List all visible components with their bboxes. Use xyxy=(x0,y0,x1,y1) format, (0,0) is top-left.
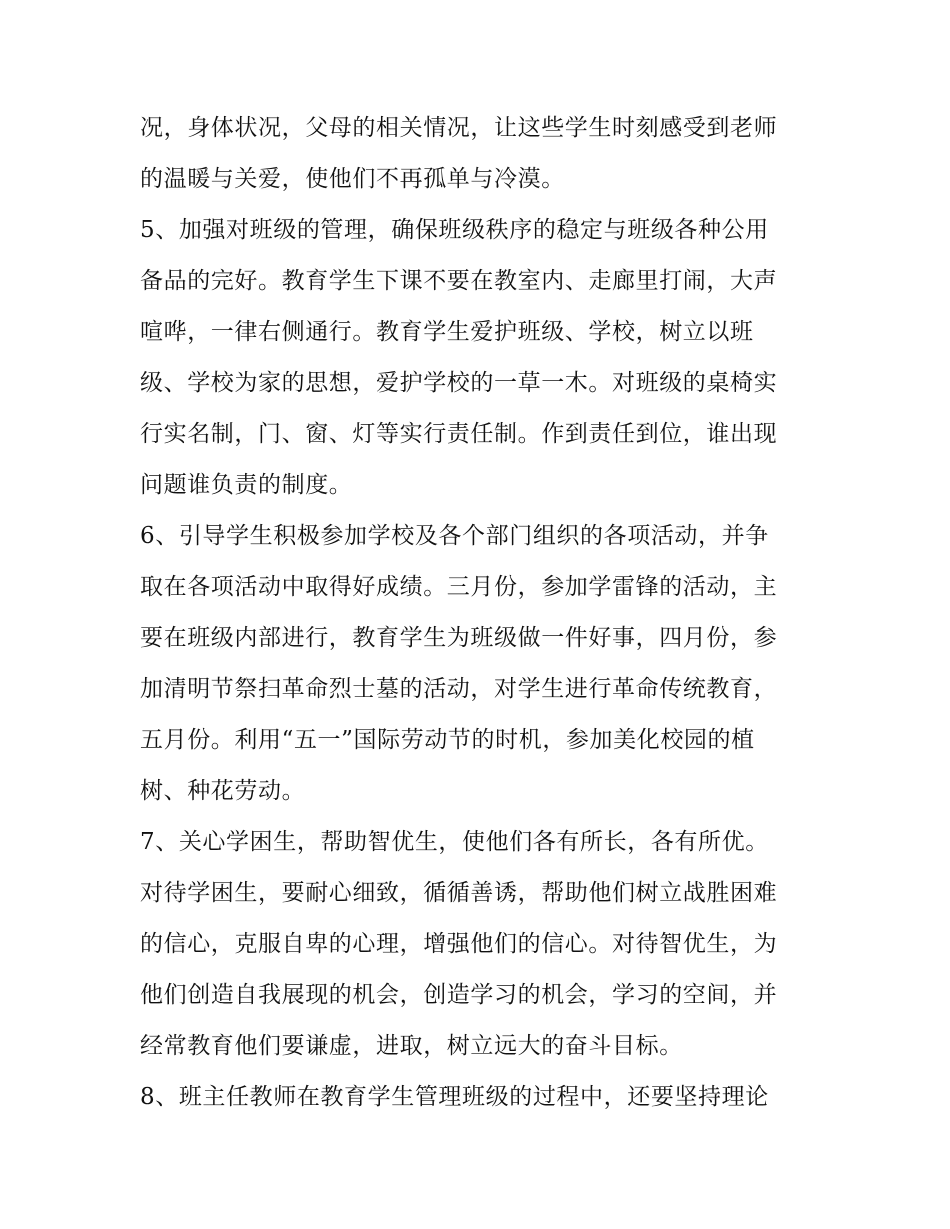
text-line: 五月份。利用“五一”国际劳动节的时机，参加美化校园的植 xyxy=(140,727,755,753)
text-line: 要在班级内部进行，教育学生为班级做一件好事，四月份，参 xyxy=(140,625,778,651)
text-line: 问题谁负责的制度。 xyxy=(140,472,353,498)
text-line: 经常教育他们要谦虚，进取，树立远大的奋斗目标。 xyxy=(140,1033,683,1059)
text-line: 他们创造自我展现的机会，创造学习的机会，学习的空间，并 xyxy=(140,982,778,1008)
text-line: 7、关心学困生，帮助智优生，使他们各有所长，各有所优。 xyxy=(140,829,769,855)
text-line: 况，身体状况，父母的相关情况，让这些学生时刻感受到老师 xyxy=(140,115,778,141)
text-line: 6、引导学生积极参加学校及各个部门组织的各项活动，并争 xyxy=(140,523,769,549)
text-line: 8、班主任教师在教育学生管理班级的过程中，还要坚持理论 xyxy=(140,1084,769,1110)
text-line: 加清明节祭扫革命烈士墓的活动，对学生进行革命传统教育， xyxy=(140,676,778,702)
text-line: 取在各项活动中取得好成绩。三月份，参加学雷锋的活动，主 xyxy=(140,574,778,600)
text-line: 级、学校为家的思想，爱护学校的一草一木。对班级的桌椅实 xyxy=(140,370,778,396)
text-line: 树、种花劳动。 xyxy=(140,778,306,804)
text-line: 备品的完好。教育学生下课不要在教室内、走廊里打闹，大声 xyxy=(140,268,778,294)
text-line: 的信心，克服自卑的心理，增强他们的信心。对待智优生，为 xyxy=(140,931,778,957)
text-line: 喧哗，一律右侧通行。教育学生爱护班级、学校，树立以班 xyxy=(140,319,754,345)
text-line: 行实名制，门、窗、灯等实行责任制。作到责任到位，谁出现 xyxy=(140,421,778,447)
text-line: 的温暖与关爱，使他们不再孤单与冷漠。 xyxy=(140,166,565,192)
text-line: 5、加强对班级的管理，确保班级秩序的稳定与班级各种公用 xyxy=(140,217,769,243)
text-line: 对待学困生，要耐心细致，循循善诱，帮助他们树立战胜困难 xyxy=(140,880,778,906)
body-text xyxy=(140,103,830,1123)
